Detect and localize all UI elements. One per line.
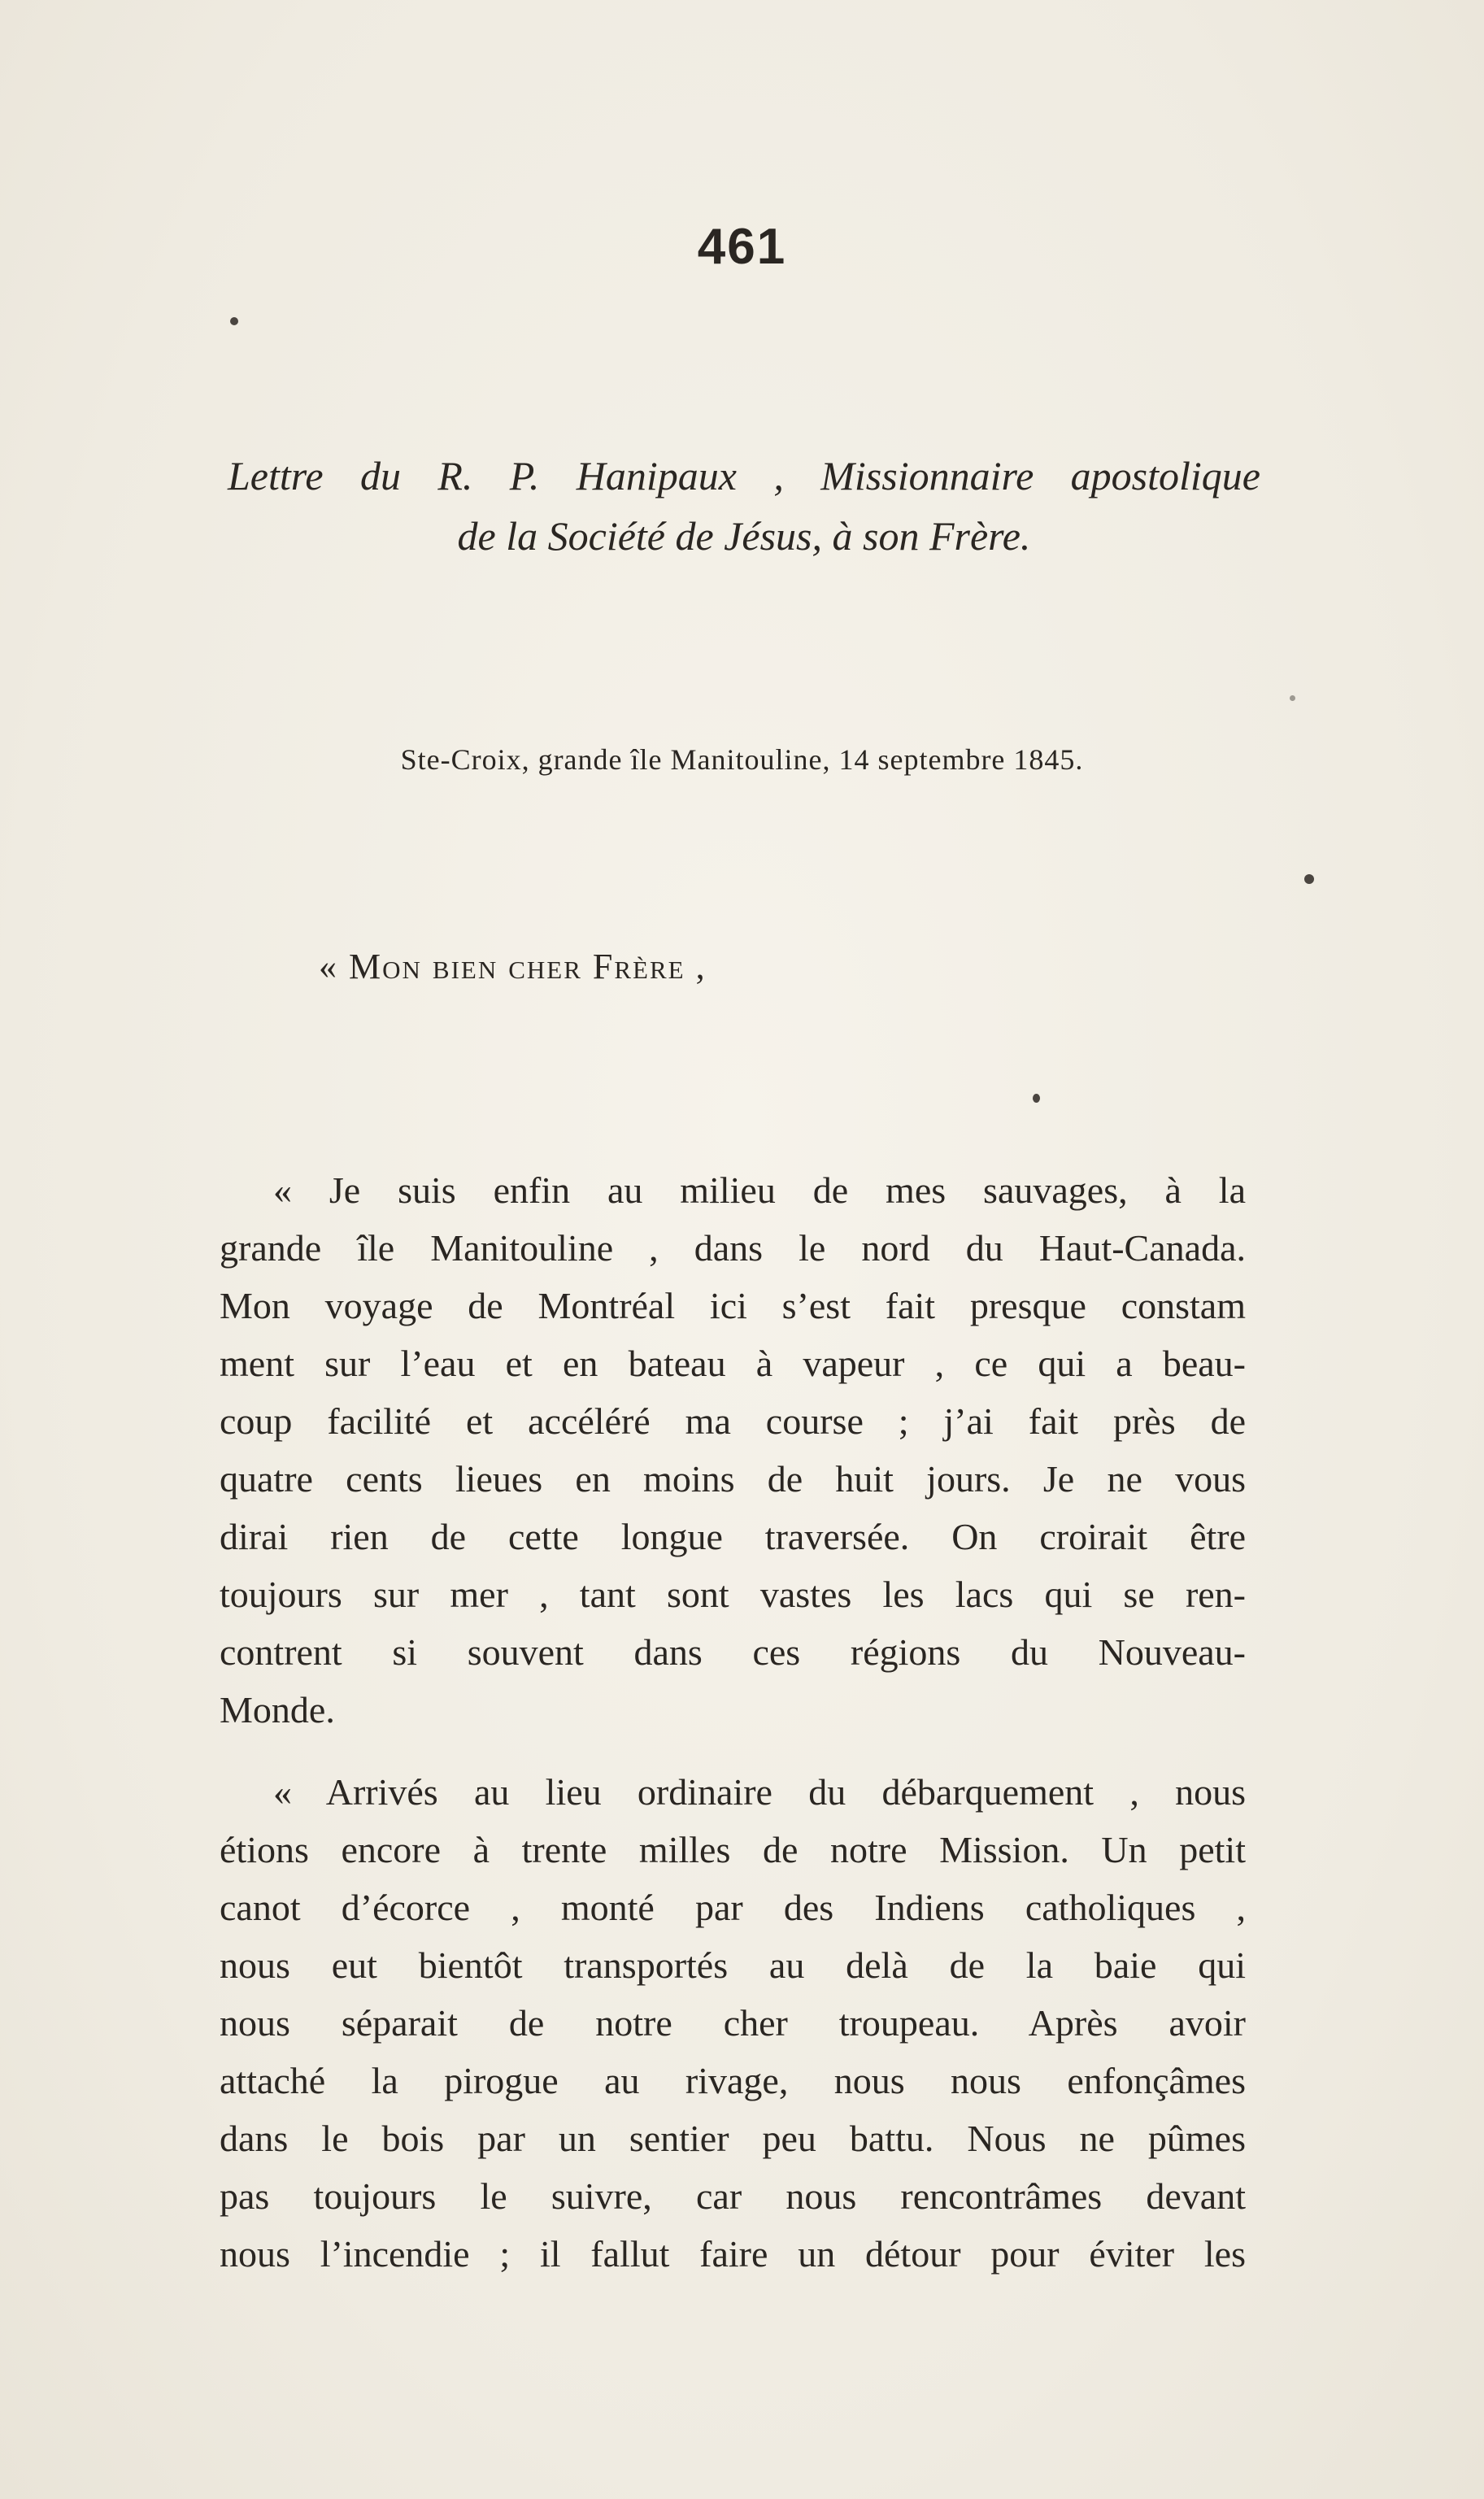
text-line: canot d’écorce , monté par des Indiens catholiques , (220, 1887, 1246, 1928)
text-line: « Arrivés au lieu ordinaire du débarquement , nous (273, 1771, 1246, 1813)
salutation-text: Mon bien cher Frère , (349, 947, 707, 986)
text-line: nous eut bientôt transportés au delà de la baie qui (220, 1944, 1246, 1986)
page-number: 461 (697, 219, 787, 275)
paragraph-1 (220, 1161, 1246, 1739)
text-line: Monde. (220, 1689, 335, 1731)
text-line: attaché la pirogue au rivage, nous nous enfonçâmes (220, 2060, 1246, 2101)
salutation (319, 946, 707, 987)
paper-speck (1033, 1094, 1040, 1103)
text-line: nous séparait de notre cher troupeau. Après avoir (220, 2002, 1246, 2044)
dateline: Ste-Croix, grande île Manitouline, 14 septembre 1845. (400, 743, 1084, 776)
letter-title-line-2: de la Société de Jésus, à son Frère. (457, 513, 1031, 559)
paper-speck (230, 317, 238, 325)
text-line: grande île Manitouline , dans le nord du Haut-Canada. (220, 1227, 1246, 1269)
text-line: Mon voyage de Montréal ici s’est fait presque constam (220, 1285, 1246, 1326)
text-line: ment sur l’eau et en bateau à vapeur , ce qui a beau- (220, 1343, 1246, 1384)
text-line: contrent si souvent dans ces régions du Nouveau- (220, 1631, 1246, 1673)
text-line: pas toujours le suivre, car nous rencontrâmes devant (220, 2175, 1246, 2217)
text-line: coup facilité et accéléré ma course ; j’ai fait près de (220, 1400, 1246, 1442)
letter-title-line-1: Lettre du R. P. Hanipaux , Missionnaire apostolique (228, 453, 1260, 498)
text-line: étions encore à trente milles de notre Mission. Un petit (220, 1829, 1246, 1870)
text-line: quatre cents lieues en moins de huit jours. Je ne vous (220, 1458, 1246, 1500)
paper-speck (1304, 874, 1314, 884)
text-line: dirai rien de cette longue traversée. On croirait être (220, 1516, 1246, 1557)
letter-title (228, 446, 1260, 566)
text-line: « Je suis enfin au milieu de mes sauvages, à la (273, 1169, 1246, 1211)
paragraph-2 (220, 1763, 1246, 2283)
text-line: toujours sur mer , tant sont vastes les lacs qui se ren- (220, 1574, 1246, 1615)
text-line: dans le bois par un sentier peu battu. Nous ne pûmes (220, 2118, 1246, 2159)
salutation-quote: « (319, 947, 338, 986)
letter-body (220, 1161, 1246, 2307)
text-line: nous l’incendie ; il fallut faire un détour pour éviter les (220, 2233, 1246, 2275)
paper-speck (1290, 695, 1295, 701)
